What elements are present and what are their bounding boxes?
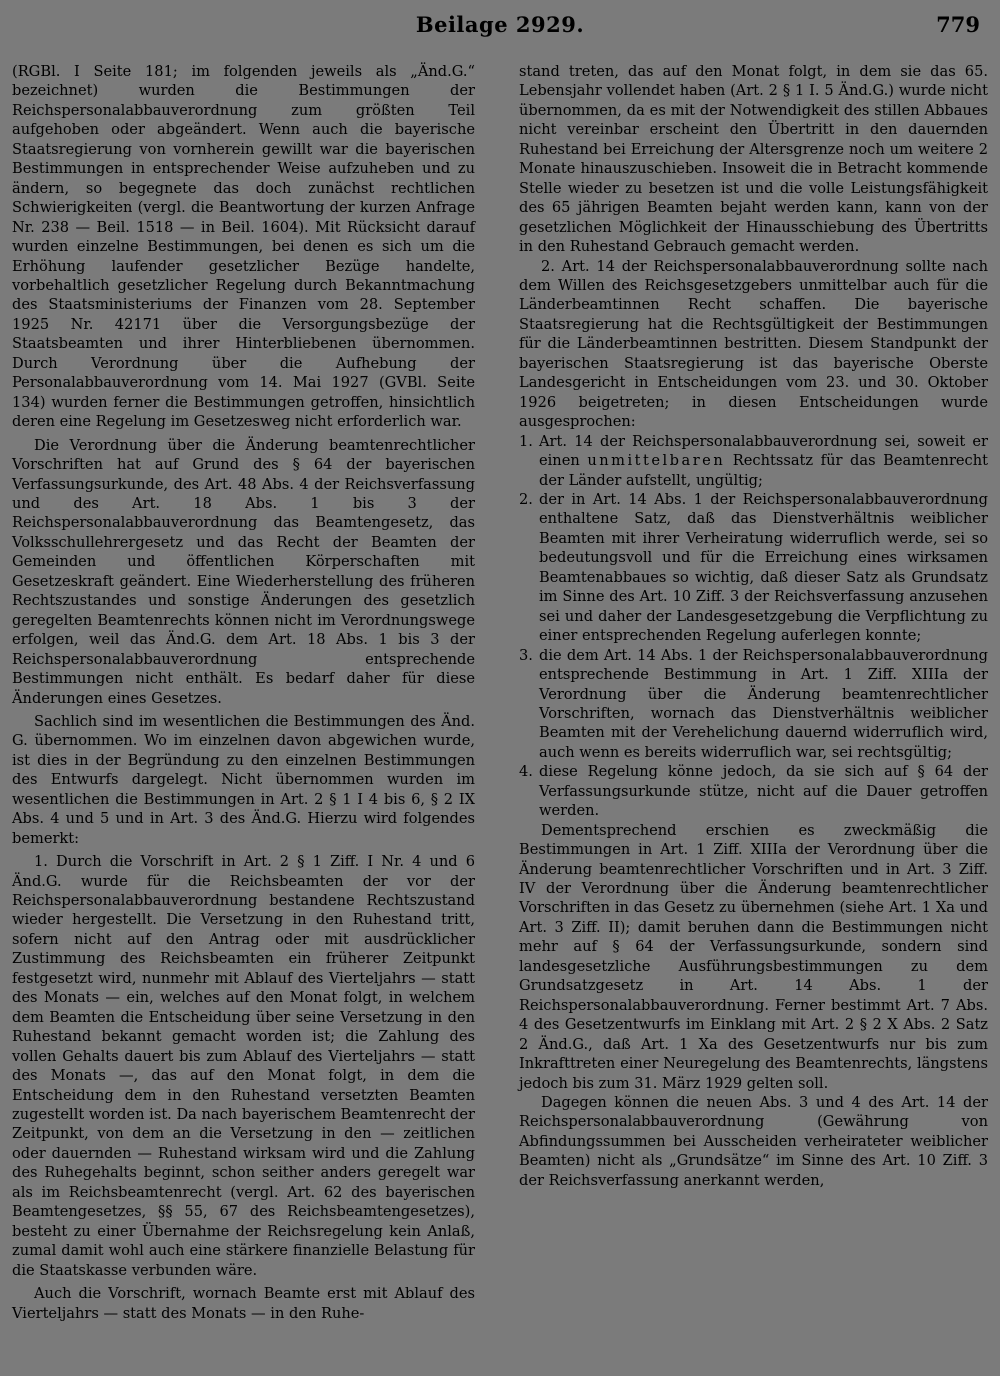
list-text: diese Regelung könne jedoch, da sie sich auf § 64 der Verfassungsurkunde stütze, nicht auf die Dauer getroffen werden.: [539, 763, 988, 820]
list-number: 1.: [519, 432, 533, 450]
paragraph: (RGBl. I Seite 181; im folgenden jeweils als „Änd.G.“ bezeichnet) wurden die Bestimmungen der Reichspersonalabbauverordnung zum größten Teil aufgehoben oder abgeändert. Wenn auch die bayerische Staatsregierung von vornherein gewillt war die bayerischen Bestimmungen in entsprechender Weise aufzuheben und zu ändern, so begegnete das doch zunächst rechtlichen Schwierigkeiten (vergl. die Beantwortung der kurzen Anfrage Nr. 238 — Beil. 1518 — in Beil. 1604). Mit Rücksicht darauf wurden einzelne Bestimmungen, bei denen es sich um die Erhöhung laufender gesetzlicher Bezüge handelte, vorbehaltlich gesetzlicher Regelung durch Bekanntmachung des Staatsministeriums der Finanzen vom 28. September 1925 Nr. 42171 über die Versorgungsbezüge der Staatsbeamten und ihrer Hinterbliebenen übernommen. Durch Verordnung über die Aufhebung der Personalabbauverordnung vom 14. Mai 1927 (GVBl. Seite 134) wurden ferner die Bestimmungen getroffen, hinsichtlich deren eine Regelung im Gesetzesweg nicht erforderlich war.: [12, 63, 475, 431]
list-item: [519, 490, 988, 646]
page-header: [0, 12, 1000, 42]
paragraph: stand treten, das auf den Monat folgt, in dem sie das 65. Lebensjahr vollendet haben (Art. 2 § 1 I. 5 Änd.G.) wurde nicht übernommen, da es mit der Notwendigkeit des stillen Abbaues nicht vereinbar erscheint den Übertritt in den dauernden Ruhestand bei Erreichung der Altersgrenze noch um weitere 2 Monate hinauszuschieben. Insoweit die in Betracht kommende Stelle wieder zu besetzen ist und die volle Leistungsfähigkeit des 65 jährigen Beamten bejaht werden kann, kann von der gesetzlichen Möglichkeit der Hinausschiebung des Übertritts in den Ruhestand Gebrauch gemacht werden.: [519, 63, 988, 256]
page-number: 779: [936, 12, 980, 37]
list-item: [519, 762, 988, 820]
paragraph: 2. Art. 14 der Reichspersonalabbauverordnung sollte nach dem Willen des Reichsgesetzgebers unmittelbar auch für die Länderbeamtinnen Recht schaffen. Die bayerische Staatsregierung hat die Rechtsgültigkeit der Bestimmungen für die Länderbeamtinnen bestritten. Diesem Standpunkt der bayerischen Staatsregierung ist das bayerische Oberste Landesgericht in Entscheidungen vom 23. und 30. Oktober 1926 beigetreten; in diesen Entscheidungen wurde ausgesprochen:: [519, 257, 988, 431]
list-number: 4.: [519, 763, 533, 781]
right-column: [519, 62, 988, 1190]
page-title: Beilage 2929.: [415, 12, 585, 37]
paragraph: Sachlich sind im wesentlichen die Bestimmungen des Änd. G. übernommen. Wo im einzelnen davon abgewichen wurde, ist dies in der Begründung zu den einzelnen Bestimmungen des Entwurfs dargelegt. Nicht übernommen wurden im wesentlichen die Bestimmungen in Art. 2 § 1 I 4 bis 6, § 2 IX Abs. 4 und 5 und in Art. 3 des Änd.G. Hierzu wird folgendes bemerkt:: [12, 712, 475, 847]
paragraph: Dagegen können die neuen Abs. 3 und 4 des Art. 14 der Reichspersonalabbauverordnung (Gewährung von Abfindungssummen bei Ausscheiden verheirateter weiblicher Beamten) nicht als „Grundsätze“ im Sinne des Art. 10 Ziff. 3 der Reichsverfassung anerkannt werden,: [519, 1094, 988, 1189]
list-text: der in Art. 14 Abs. 1 der Reichspersonalabbauverordnung enthaltene Satz, daß das Dienstverhältnis weiblicher Beamten mit ihrer Verheiratung widerruflich werde, sei so bedeutungsvoll und für die Erreichung eines wirksamen Beamtenabbaues so wichtig, daß dieser Satz als Grundsatz im Sinne des Art. 10 Ziff. 3 der Reichsverfassung anzusehen sei und daher der Landesgesetzgebung die Verpflichtung zu einer entsprechenden Regelung auferlegen konnte;: [539, 490, 988, 645]
paragraph: Die Verordnung über die Änderung beamtenrechtlicher Vorschriften hat auf Grund des § 64 der bayerischen Verfassungsurkunde, des Art. 48 Abs. 4 der Reichsverfassung und des Art. 18 Abs. 1 bis 3 der Reichspersonalabbauverordnung das Beamtengesetz, das Volksschullehrergesetz und das Recht der Beamten der Gemeinden und öffentlichen Körperschaften mit Gesetzeskraft geändert. Eine Wiederherstellung des früheren Rechtszustandes und sonstige Änderungen des gesetzlich geregelten Beamtenrechts können nicht im Verordnungswege erfolgen, weil das Änd.G. dem Art. 18 Abs. 1 bis 3 der Reichspersonalabbauverordnung entsprechende Bestimmungen nicht enthält. Es bedarf daher für diese Änderungen eines Gesetzes.: [12, 436, 475, 707]
list-number: 2.: [519, 490, 533, 508]
list-item: [519, 646, 988, 763]
list-item: [519, 432, 988, 490]
list-text: Rechtssatz für das Beamtenrecht der Länder aufstellt, ungültig;: [539, 452, 988, 489]
paragraph: 1. Durch die Vorschrift in Art. 2 § 1 Ziff. I Nr. 4 und 6 Änd.G. wurde für die Reichsbeamten der vor der Reichspersonalabbauverordnung bestandene Rechtszustand wieder hergestellt. Die Versetzung in den Ruhestand tritt, sofern nicht auf den Antrag oder mit ausdrücklicher Zustimmung des Reichsbeamten ein früherer Zeitpunkt festgesetzt wird, nunmehr mit Ablauf des Vierteljahrs — statt des Monats — ein, welches auf den Monat folgt, in welchem dem Beamten die Entscheidung über seine Versetzung in den Ruhestand bekannt gemacht worden ist; die Zahlung des vollen Gehalts dauert bis zum Ablauf des Vierteljahrs — statt des Monats —, das auf den Monat folgt, in dem die Entscheidung dem in den Ruhestand versetzten Beamten zugestellt worden ist. Da nach bayerischem Beamtenrecht der Zeitpunkt, von dem an die Versetzung in den — zeitlichen oder dauernden — Ruhestand wirksam wird und die Zahlung des Ruhegehalts beginnt, schon seither anders geregelt war als im Reichsbeamtenrecht (vergl. Art. 62 des bayerischen Beamtengesetzes, §§ 55, 67 des Reichsbeamtengesetzes), besteht zu einer Übernahme der Reichsregelung kein Anlaß, zumal damit wohl auch eine stärkere finanzielle Belastung für die Staatskasse verbunden wäre.: [12, 853, 476, 1279]
decision-list: [519, 432, 988, 821]
list-text-emphasis: unmittelbaren: [587, 452, 726, 470]
paragraph: Dementsprechend erschien es zweckmäßig die Bestimmungen in Art. 1 Ziff. XIIIa der Verordnung über die Änderung beamtenrechtlicher Vorschriften und in Art. 3 Ziff. IV der Verordnung über die Änderung beamtenrechtlicher Vorschriften in das Gesetz zu übernehmen (siehe Art. 1 Xa und Art. 3 Ziff. II); damit beruhen dann die Bestimmungen nicht mehr auf § 64 der Verfassungsurkunde, sondern sind landesgesetzliche Ausführungsbestimmungen zu dem Grundsatzgesetz in Art. 14 Abs. 1 der Reichspersonalabbauverordnung. Ferner bestimmt Art. 7 Abs. 4 des Gesetzentwurfs im Einklang mit Art. 2 § 2 X Abs. 2 Satz 2 Änd.G., daß Art. 1 Xa des Gesetzentwurfs nur bis zum Inkrafttreten einer Neuregelung des Beamtenrechts, längstens jedoch bis zum 31. März 1929 gelten soll.: [519, 821, 988, 1092]
list-number: 3.: [519, 646, 533, 664]
list-text: Art. 14 der Reichspersonalabbauverordnung sei, soweit er einen: [539, 432, 988, 470]
paragraph: Auch die Vorschrift, wornach Beamte erst mit Ablauf des Vierteljahrs — statt des Monats — in den Ruhe-: [12, 1285, 475, 1322]
list-text: die dem Art. 14 Abs. 1 der Reichspersonalabbauverordnung entsprechende Bestimmung in Art. 1 Ziff. XIIIa der Verordnung über die Änderung beamtenrechtlicher Vorschriften, wornach das Dienstverhältnis weiblicher Beamten mit der Verehelichung dauernd widerruflich wird, auch wenn es bereits widerruflich war, sei rechtsgültig;: [539, 646, 988, 761]
left-column: [12, 62, 475, 1323]
